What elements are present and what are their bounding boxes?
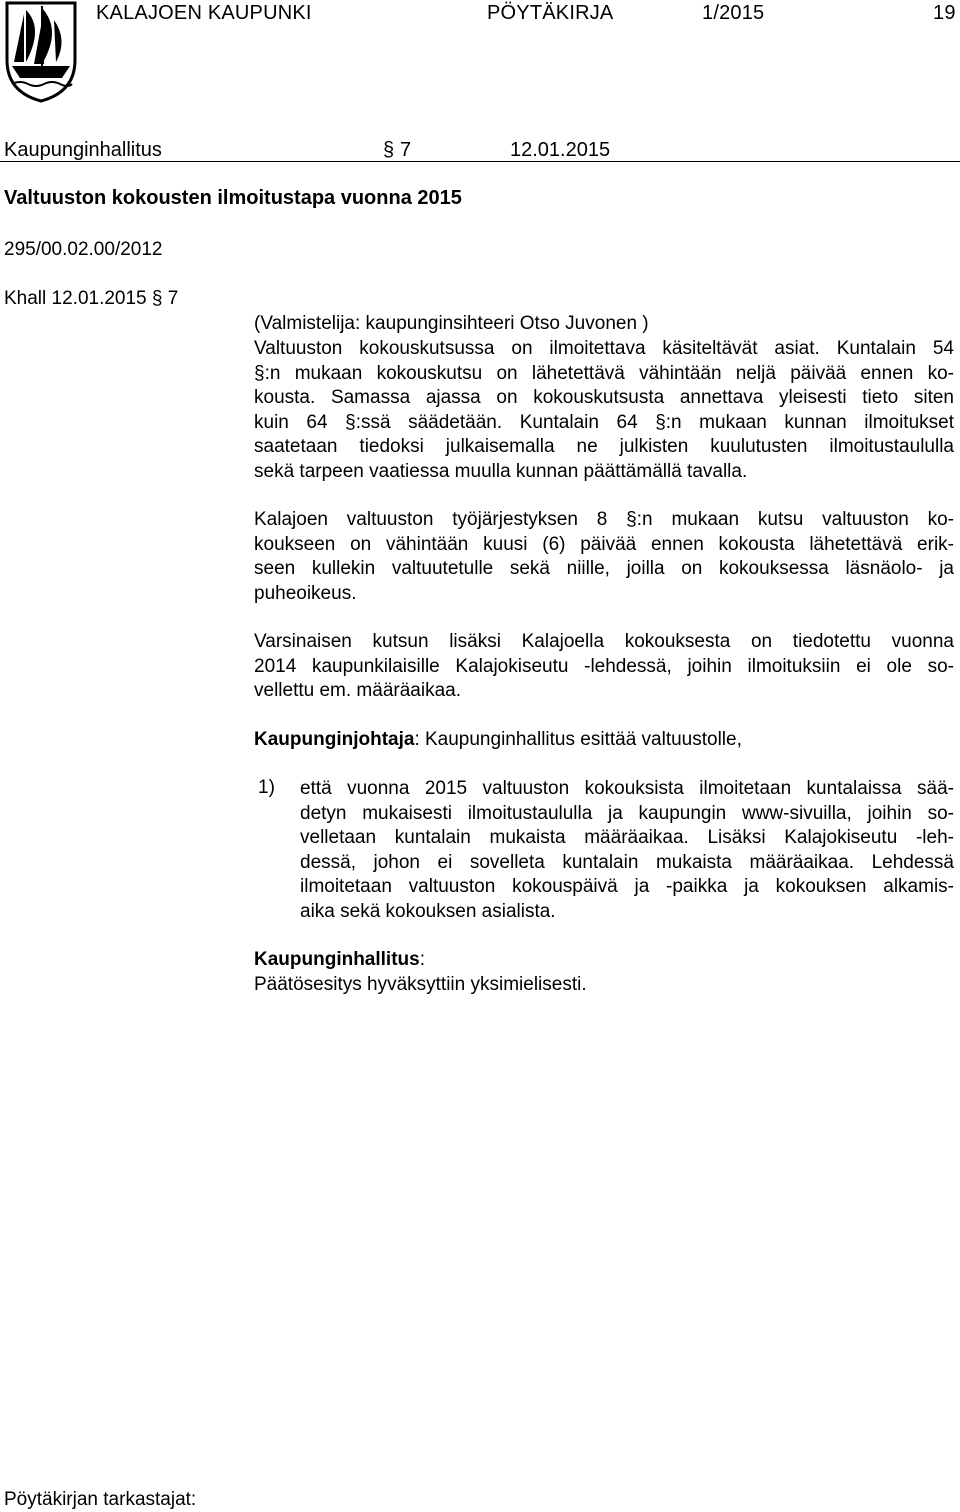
text-line: sekä tarpeen vaatiessa muulla kunnan päättämällä tavalla. <box>254 460 748 482</box>
text-line: §:n mukaan kokouskutsu on lähetettävä vähintään neljä päivää ennen ko- <box>254 362 954 384</box>
text-line: Valtuuston kokouskutsussa on ilmoitettava käsiteltävät asiat. Kuntalain 54 <box>254 338 954 359</box>
agenda-item-title: Valtuuston kokousten ilmoitustapa vuonna 2015 <box>4 187 462 209</box>
text-line: velletaan kuntalain mukaista määräaikaa. Lisäksi Kalajokiseutu -leh- <box>300 827 954 848</box>
meeting-date: 12.01.2015 <box>510 139 611 161</box>
text-line: detyn mukaisesti ilmoitustaululla ja kaupungin www-sivuilla, joihin so- <box>300 802 954 824</box>
proposal-label: Kaupunginjohtaja <box>254 729 415 750</box>
paragraph-previous-practice <box>254 630 954 704</box>
reference-text: Khall 12.01.2015 <box>4 288 147 309</box>
text-line: saatetaan tiedoksi julkaisemalla ne julkisten kuulutusten ilmoitustaululla <box>254 436 954 457</box>
decision-label: Kaupunginhallitus <box>254 949 420 970</box>
text-line: puheoikeus. <box>254 582 357 604</box>
header-doc-type: PÖYTÄKIRJA <box>487 2 614 24</box>
text-line: aika sekä kokouksen asialista. <box>300 900 556 922</box>
record-number: 295/00.02.00/2012 <box>4 239 163 260</box>
text-line: 2014 kaupunkilaisille Kalajokiseutu -lehdessä, joihin ilmoituksiin ei ole so- <box>254 655 954 677</box>
header-divider <box>0 161 960 162</box>
text-line: koukseen on vähintään kuusi (6) päivää ennen kokousta lähetettävä erik- <box>254 533 954 555</box>
header-org: KALAJOEN KAUPUNKI <box>96 2 312 24</box>
proposal-text: : Kaupunginhallitus esittää valtuustolle, <box>414 729 742 750</box>
list-item-number: 1) <box>258 777 275 798</box>
text-line: kousta. Samassa ajassa on kokouskutsusta annettava yleisesti tieto siten <box>254 387 954 408</box>
handling-reference <box>4 288 178 310</box>
reference-section-number: 7 <box>167 288 179 309</box>
text-line: Varsinaisen kutsun lisäksi Kalajoella kokouksesta on tiedotettu vuonna <box>254 631 954 652</box>
text-line: vellettu em. määräaikaa. <box>254 680 461 701</box>
paragraph-standing-orders <box>254 508 954 606</box>
section-sign: § <box>383 139 395 161</box>
list-item <box>300 777 954 924</box>
text-line: dessä, johon ei sovelleta kuntalain mukaista määräaikaa. Lehdessä <box>300 851 954 873</box>
decision-text: Päätösesitys hyväksyttiin yksimielisesti. <box>254 974 587 995</box>
reference-section-sign: § <box>151 288 163 309</box>
footer-reviewers: Pöytäkirjan tarkastajat: <box>4 1489 197 1510</box>
decision-colon: : <box>419 949 425 970</box>
text-line: että vuonna 2015 valtuuston kokouksista ilmoitetaan kuntalaissa sää- <box>300 778 954 799</box>
proposal-intro <box>254 729 742 751</box>
text-line: ilmoitetaan valtuuston kokouspäivä ja -paikka ja kokouksen alkamis- <box>300 876 954 897</box>
header-doc-number: 1/2015 <box>702 2 765 24</box>
meeting-body: Kaupunginhallitus <box>4 139 162 161</box>
paragraph-notice-rules <box>254 337 954 484</box>
text-line: seen kullekin valtuutetulle sekä niille, joilla on kokouksessa läsnäolo- ja <box>254 558 954 579</box>
section-number: 7 <box>400 139 412 161</box>
city-crest-logo <box>4 0 78 104</box>
decision-heading <box>254 949 425 971</box>
text-line: kuin 64 §:ssä säädetään. Kuntalain 64 §:n mukaan kunnan ilmoitukset <box>254 411 954 433</box>
preparer-note: (Valmistelija: kaupunginsihteeri Otso Juvonen ) <box>254 313 649 334</box>
text-line: Kalajoen valtuuston työjärjestyksen 8 §:n mukaan kutsu valtuuston ko- <box>254 509 954 530</box>
header-page-number: 19 <box>933 2 956 24</box>
